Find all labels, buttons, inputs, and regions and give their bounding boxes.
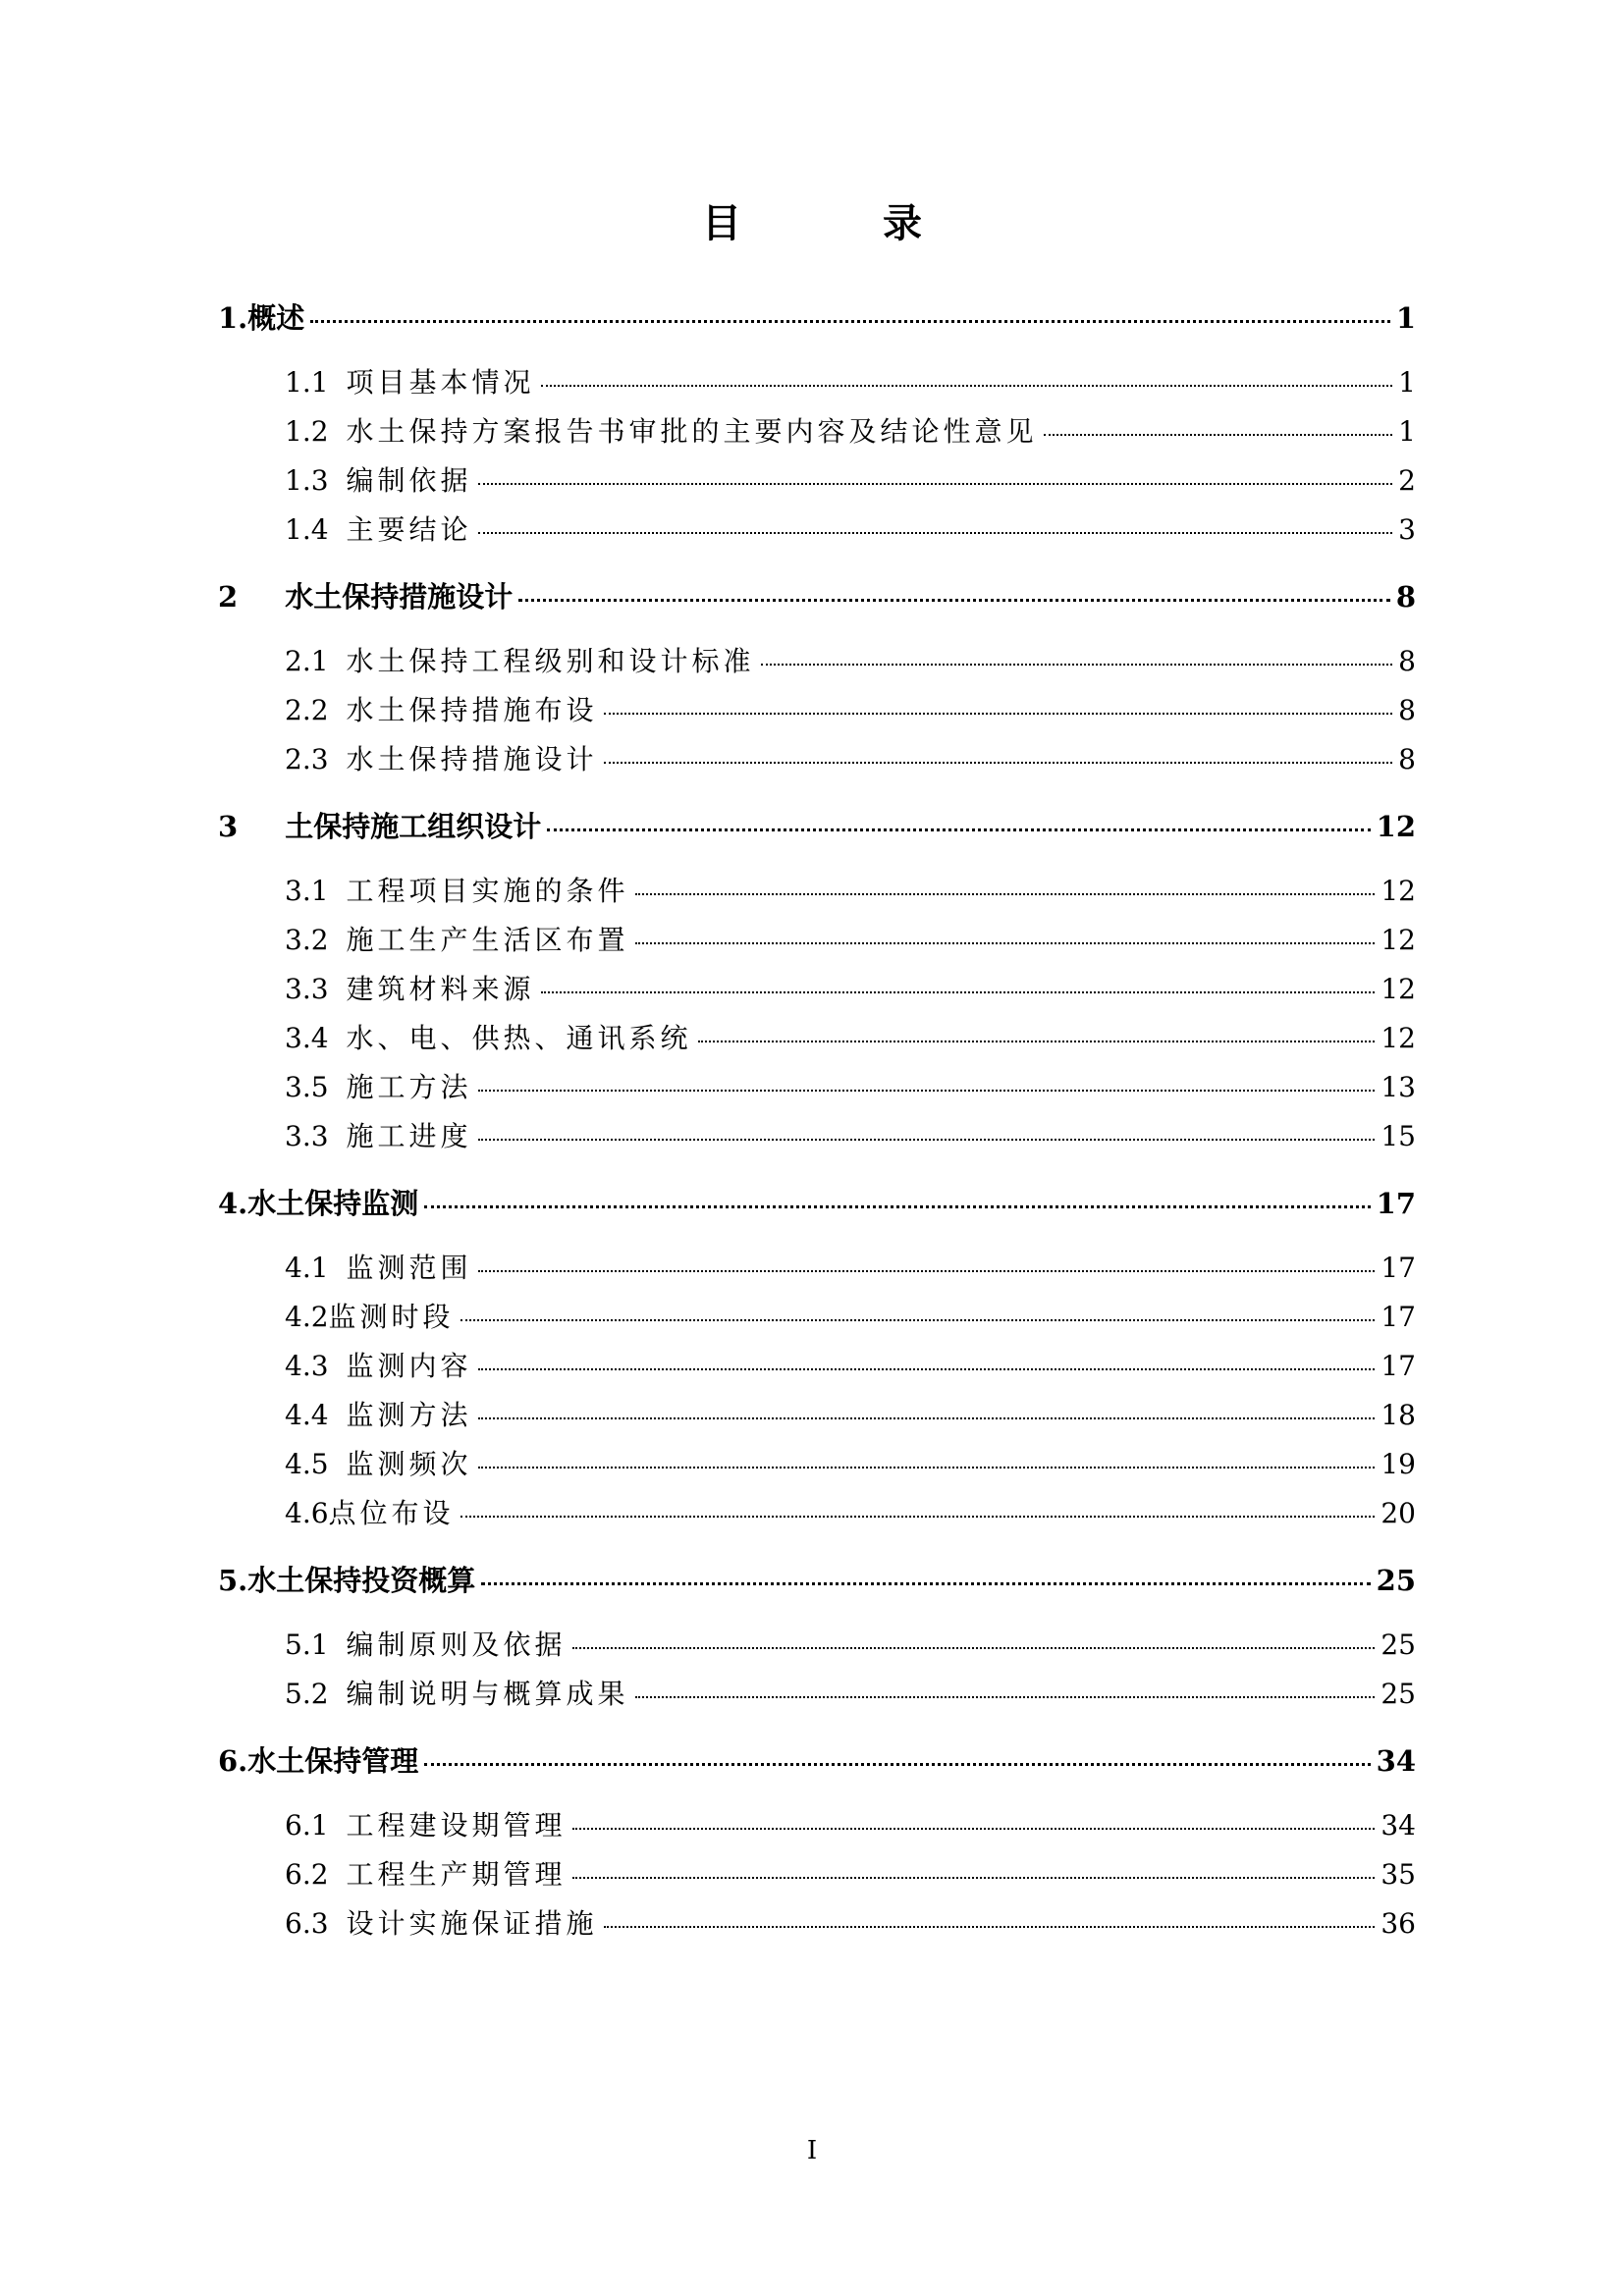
toc-entry-title: 监测频次	[346, 1448, 472, 1480]
toc-section-entry[interactable]	[285, 459, 1416, 499]
toc-entry-title: 水土保持方案报告书审批的主要内容及结论性意见	[346, 415, 1038, 448]
toc-entry-title: 工程项目实施的条件	[346, 875, 629, 907]
toc-entry-page: 8	[1398, 694, 1416, 726]
toc-entry-title: 土保持施工组织设计	[285, 810, 542, 843]
toc-entry-title: 工程建设期管理	[346, 1809, 567, 1842]
toc-section-entry[interactable]	[285, 410, 1416, 450]
dot-leader	[424, 1205, 1370, 1208]
toc-entry-page: 19	[1380, 1448, 1416, 1480]
toc-entry-number: 3.3	[285, 973, 329, 1005]
dot-leader	[635, 942, 1376, 944]
toc-entry-number: 6.1	[285, 1809, 329, 1842]
toc-entry-number: 3.2	[285, 924, 329, 956]
toc-entry-title: 主要结论	[346, 513, 472, 546]
toc-entry-number: 6.	[218, 1744, 248, 1778]
toc-entry-page: 34	[1380, 1809, 1416, 1842]
dot-leader	[478, 1139, 1376, 1141]
toc-chapter-entry[interactable]	[218, 805, 1416, 845]
toc-section-entry[interactable]	[285, 1115, 1416, 1154]
toc-entry-number: 2.1	[285, 645, 329, 677]
toc-entry-number: 1.3	[285, 464, 329, 497]
dot-leader	[424, 1763, 1370, 1766]
toc-entry-page: 12	[1380, 924, 1416, 956]
toc-section-entry[interactable]	[285, 1247, 1416, 1286]
toc-title: 目 录	[702, 200, 973, 246]
toc-section-entry[interactable]	[285, 689, 1416, 728]
toc-section-entry[interactable]	[285, 1853, 1416, 1893]
toc-entry-page: 2	[1398, 464, 1416, 497]
toc-entry-page: 1	[1398, 415, 1416, 448]
dot-leader	[481, 1582, 1370, 1585]
toc-entry-page: 12	[1380, 1022, 1416, 1054]
toc-entry-title: 施工生产生活区布置	[346, 924, 629, 956]
dot-leader	[604, 713, 1393, 715]
toc-entry-number: 3	[218, 810, 239, 843]
toc-entry-page: 12	[1380, 973, 1416, 1005]
toc-section-entry[interactable]	[285, 1345, 1416, 1384]
toc-entry-number: 5.	[218, 1564, 248, 1597]
dot-leader	[478, 1417, 1376, 1419]
toc-entry-number: 1.4	[285, 513, 329, 546]
dot-leader	[698, 1041, 1376, 1042]
toc-section-entry[interactable]	[285, 1066, 1416, 1105]
toc-entry-title: 水土保持监测	[247, 1187, 419, 1220]
toc-section-entry[interactable]	[285, 1624, 1416, 1663]
dot-leader	[478, 1090, 1376, 1092]
toc-entry-title: 水土保持措施设计	[346, 743, 598, 775]
toc-chapter-entry[interactable]	[218, 1739, 1416, 1780]
toc-entry-page: 17	[1380, 1252, 1416, 1284]
toc-section-entry[interactable]	[285, 1804, 1416, 1843]
dot-leader	[572, 1877, 1376, 1879]
toc-entry-title: 水土保持工程级别和设计标准	[346, 645, 755, 677]
toc-entry-title: 监测时段	[328, 1301, 455, 1333]
toc-entry-number: 6.2	[285, 1858, 329, 1891]
dot-leader	[572, 1647, 1376, 1649]
dot-leader	[547, 828, 1370, 831]
toc-entry-number: 4.1	[285, 1252, 329, 1284]
toc-section-entry[interactable]	[285, 1394, 1416, 1433]
dot-leader	[604, 1926, 1376, 1928]
toc-entry-number: 3.5	[285, 1071, 329, 1103]
toc-entry-page: 13	[1380, 1071, 1416, 1103]
toc-chapter-entry[interactable]	[218, 1182, 1416, 1222]
toc-entry-number: 2.3	[285, 743, 329, 775]
toc-entry-number: 1.	[218, 301, 248, 335]
toc-entry-number: 6.3	[285, 1907, 329, 1940]
toc-entry-page: 17	[1380, 1350, 1416, 1382]
toc-entry-page: 25	[1376, 1564, 1416, 1597]
toc-entry-page: 25	[1380, 1678, 1416, 1710]
toc-entry-title: 编制说明与概算成果	[346, 1678, 629, 1710]
toc-section-entry[interactable]	[285, 1673, 1416, 1712]
toc-entry-title: 工程生产期管理	[346, 1858, 567, 1891]
toc-entry-number: 4.2	[285, 1301, 329, 1333]
toc-entry-page: 17	[1380, 1301, 1416, 1333]
toc-section-entry[interactable]	[285, 968, 1416, 1007]
toc-section-entry[interactable]	[285, 1902, 1416, 1942]
toc-section-entry[interactable]	[285, 508, 1416, 548]
toc-chapter-entry[interactable]	[218, 575, 1416, 615]
toc-entry-page: 20	[1380, 1497, 1416, 1529]
dot-leader	[1044, 434, 1393, 436]
toc-entry-number: 4.5	[285, 1448, 329, 1480]
dot-leader	[310, 320, 1390, 323]
toc-section-entry[interactable]	[285, 919, 1416, 958]
toc-entry-title: 监测方法	[346, 1399, 472, 1431]
toc-section-entry[interactable]	[285, 738, 1416, 777]
toc-entry-page: 8	[1398, 743, 1416, 775]
dot-leader	[635, 1696, 1376, 1698]
toc-entry-number: 1.2	[285, 415, 329, 448]
toc-entry-page: 8	[1395, 580, 1416, 614]
toc-entry-title: 监测内容	[346, 1350, 472, 1382]
toc-entry-title: 施工进度	[346, 1120, 472, 1152]
toc-entry-page: 25	[1380, 1629, 1416, 1661]
toc-entry-number: 4.3	[285, 1350, 329, 1382]
toc-entry-page: 35	[1380, 1858, 1416, 1891]
toc-section-entry[interactable]	[285, 1017, 1416, 1056]
dot-leader	[460, 1319, 1376, 1321]
toc-chapter-entry[interactable]	[218, 1559, 1416, 1599]
toc-section-entry[interactable]	[285, 361, 1416, 400]
toc-entry-page: 1	[1398, 366, 1416, 399]
toc-section-entry[interactable]	[285, 870, 1416, 909]
dot-leader	[572, 1828, 1376, 1830]
dot-leader	[635, 893, 1376, 895]
toc-entry-page: 36	[1380, 1907, 1416, 1940]
toc-section-entry[interactable]	[285, 1443, 1416, 1482]
toc-entry-title: 水土保持投资概算	[247, 1564, 476, 1597]
toc-entry-title: 编制依据	[346, 464, 472, 497]
toc-entry-number: 3.3	[285, 1120, 329, 1152]
toc-entry-page: 18	[1380, 1399, 1416, 1431]
toc-entry-number: 5.1	[285, 1629, 329, 1661]
toc-entry-title: 施工方法	[346, 1071, 472, 1103]
toc-entry-page: 8	[1398, 645, 1416, 677]
page-number: I	[806, 2136, 818, 2165]
dot-leader	[478, 1270, 1376, 1272]
toc-entry-title: 水土保持措施设计	[285, 580, 514, 614]
toc-entry-number: 4.	[218, 1187, 248, 1220]
toc-entry-page: 3	[1398, 513, 1416, 546]
toc-section-entry[interactable]	[285, 1492, 1416, 1531]
toc-entry-page: 17	[1376, 1187, 1416, 1220]
toc-entry-number: 1.1	[285, 366, 329, 399]
toc-section-entry[interactable]	[285, 640, 1416, 679]
dot-leader	[604, 762, 1393, 764]
toc-entry-page: 12	[1380, 875, 1416, 907]
toc-entry-number: 3.1	[285, 875, 329, 907]
toc-entry-title: 水土保持措施布设	[346, 694, 598, 726]
dot-leader	[541, 385, 1393, 387]
toc-entry-title: 水土保持管理	[247, 1744, 419, 1778]
toc-entry-number: 4.6	[285, 1497, 329, 1529]
dot-leader	[761, 664, 1393, 666]
toc-entry-title: 项目基本情况	[346, 366, 535, 399]
toc-entry-title: 建筑材料来源	[346, 973, 535, 1005]
toc-entry-title: 监测范围	[346, 1252, 472, 1284]
dot-leader	[460, 1516, 1376, 1518]
toc-entry-number: 4.4	[285, 1399, 329, 1431]
toc-entry-title: 编制原则及依据	[346, 1629, 567, 1661]
toc-entry-title: 水、电、供热、通讯系统	[346, 1022, 692, 1054]
toc-entry-page: 12	[1376, 810, 1416, 843]
toc-entry-title: 概述	[247, 301, 305, 335]
dot-leader	[518, 599, 1390, 602]
toc-entry-number: 2.2	[285, 694, 329, 726]
toc-entry-title: 设计实施保证措施	[346, 1907, 598, 1940]
toc-entry-number: 5.2	[285, 1678, 329, 1710]
dot-leader	[478, 1467, 1376, 1468]
toc-entry-page: 34	[1376, 1744, 1416, 1778]
toc-chapter-entry[interactable]	[218, 296, 1416, 337]
dot-leader	[541, 991, 1376, 993]
toc-section-entry[interactable]	[285, 1296, 1416, 1335]
dot-leader	[478, 1368, 1376, 1370]
dot-leader	[478, 483, 1393, 485]
toc-entry-title: 点位布设	[328, 1497, 455, 1529]
toc-entry-page: 1	[1395, 301, 1416, 335]
toc-entry-page: 15	[1380, 1120, 1416, 1152]
dot-leader	[478, 532, 1393, 534]
toc-entry-number: 2	[218, 580, 239, 614]
toc-entry-number: 3.4	[285, 1022, 329, 1054]
